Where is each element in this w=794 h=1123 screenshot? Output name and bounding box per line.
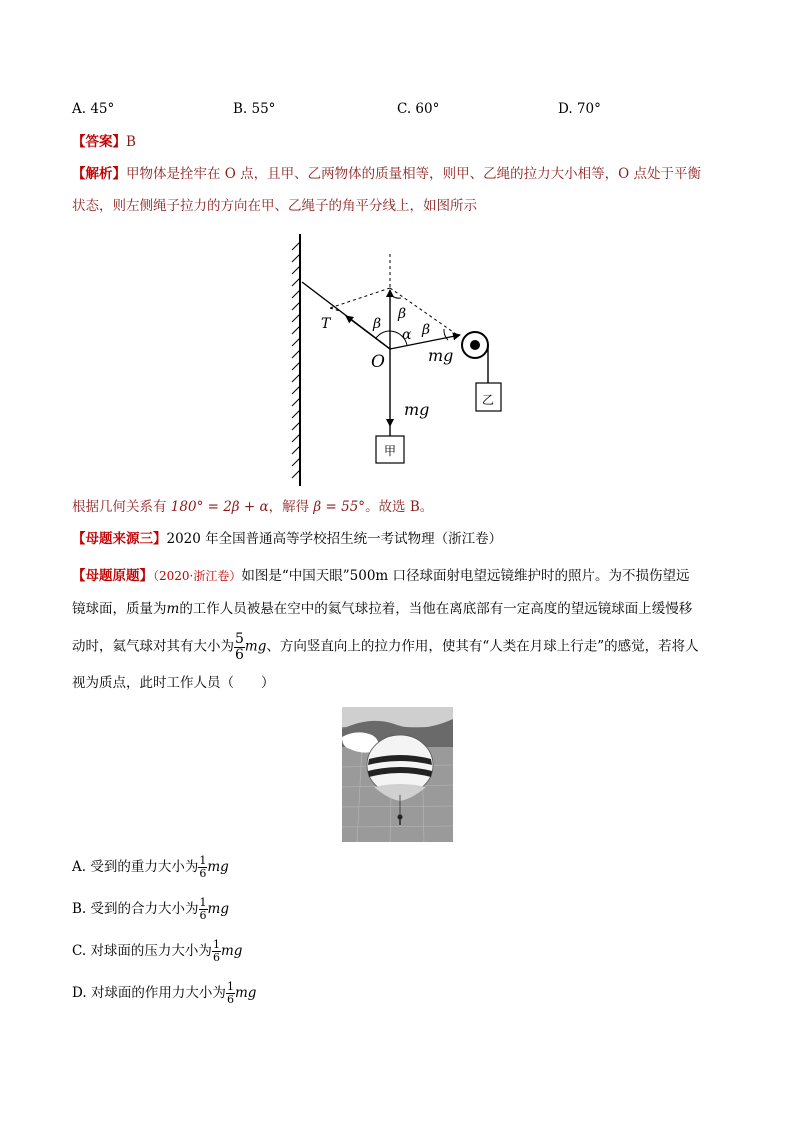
option-d: D. 70° — [558, 101, 601, 117]
label-beta-right: β — [422, 322, 431, 338]
para-dotted-1 — [330, 288, 390, 308]
label-beta-top: β — [398, 306, 407, 322]
choice-a — [72, 852, 229, 882]
choice-b-letter: B. — [72, 901, 87, 917]
choice-a-letter: A. — [72, 859, 87, 875]
choice-b — [72, 894, 229, 924]
fraction-one-sixth: $\frac{1}{6}$ — [212, 938, 220, 964]
mg-symbol: mg — [207, 859, 229, 875]
geometry-middle: ，解得 — [268, 499, 310, 515]
analysis-tag: 【解析】 — [72, 166, 126, 182]
problem-line-1 — [72, 570, 690, 584]
label-t: T — [321, 316, 331, 332]
label-mg-right: mg — [428, 346, 454, 365]
option-b: B. 55° — [233, 101, 276, 117]
problem-line-3 — [72, 632, 699, 662]
source-text: 2020 年全国普通高等学校招生统一考试物理（浙江卷） — [166, 531, 503, 547]
source-tag: 【母题来源三】 — [72, 531, 167, 547]
label-alpha: α — [402, 327, 412, 343]
analysis-line-2: 状态，则左侧绳子拉力的方向在甲、乙绳子的角平分线上，如图所示 — [72, 198, 477, 214]
choice-c — [72, 936, 242, 966]
fraction-one-sixth: $\frac{1}{6}$ — [199, 896, 207, 922]
answer-line — [72, 136, 136, 150]
answer-tag: 【答案】 — [72, 134, 126, 150]
geometry-result: β = 55° — [313, 499, 366, 515]
choice-a-text: 受到的重力大小为 — [90, 859, 199, 875]
geometry-equation: 180° = 2β + α — [170, 499, 269, 515]
source-line — [72, 533, 502, 547]
geometry-prefix: 根据几何关系有 — [72, 499, 167, 515]
label-beta-left: β — [373, 316, 382, 332]
label-o: O — [371, 352, 385, 372]
choice-b-text: 受到的合力大小为 — [90, 901, 199, 917]
mg-symbol: mg — [207, 901, 229, 917]
answer-value: B — [126, 134, 136, 150]
fraction-one-sixth: $\frac{1}{6}$ — [226, 980, 234, 1006]
option-c: C. 60° — [397, 101, 440, 117]
label-mg-down: mg — [404, 400, 430, 419]
mg-symbol: mg — [234, 985, 257, 1001]
analysis-text-1: 甲物体是拴牢在 O 点，且甲、乙两物体的质量相等，则甲、乙绳的拉力大小相等，O 点处于平衡 — [126, 166, 702, 182]
mass-symbol: m — [166, 601, 180, 617]
problem-text-2a: 镜球面，质量为 — [72, 601, 167, 617]
problem-text-3b: 、方向竖直向上的拉力作用，使其有“人类在月球上行走”的感觉，若将人 — [266, 638, 699, 655]
problem-line-4: 视为质点，此时工作人员（ ） — [72, 675, 275, 691]
telescope-photo — [342, 707, 453, 842]
option-a: A. 45° — [72, 101, 115, 117]
mg-symbol: mg — [244, 638, 267, 655]
label-yi: 乙 — [482, 393, 495, 407]
problem-text-1: 如图是“中国天眼”500m 口径球面射电望远镜维护时的照片。为不损伤望远 — [241, 568, 690, 584]
problem-source-note: （2020·浙江卷） — [153, 569, 242, 583]
problem-text-3a: 动时，氦气球对其有大小为 — [72, 638, 234, 655]
problem-tag: 【母题原题】 — [72, 568, 153, 584]
choice-c-text: 对球面的压力大小为 — [90, 943, 212, 959]
analysis-line-1 — [72, 168, 701, 182]
wall-hatching — [292, 242, 300, 478]
choice-d-text: 对球面的作用力大小为 — [90, 985, 226, 1001]
choice-d — [72, 978, 256, 1008]
fraction-one-sixth: $\frac{1}{6}$ — [199, 854, 207, 880]
problem-text-2b: 的工作人员被悬在空中的氦气球拉着，当他在离底部有一定高度的望远镜球面上缓慢移 — [179, 601, 693, 617]
force-diagram — [280, 228, 520, 492]
choice-c-letter: C. — [72, 943, 87, 959]
geometry-suffix: 。故选 B。 — [365, 499, 434, 515]
fraction-five-sixths: $\frac{5}{6}$ — [235, 631, 244, 663]
choice-d-letter: D. — [72, 985, 87, 1001]
mg-symbol: mg — [220, 943, 243, 959]
label-jia: 甲 — [384, 444, 397, 458]
problem-line-2 — [72, 603, 692, 617]
geometry-line — [72, 501, 433, 515]
